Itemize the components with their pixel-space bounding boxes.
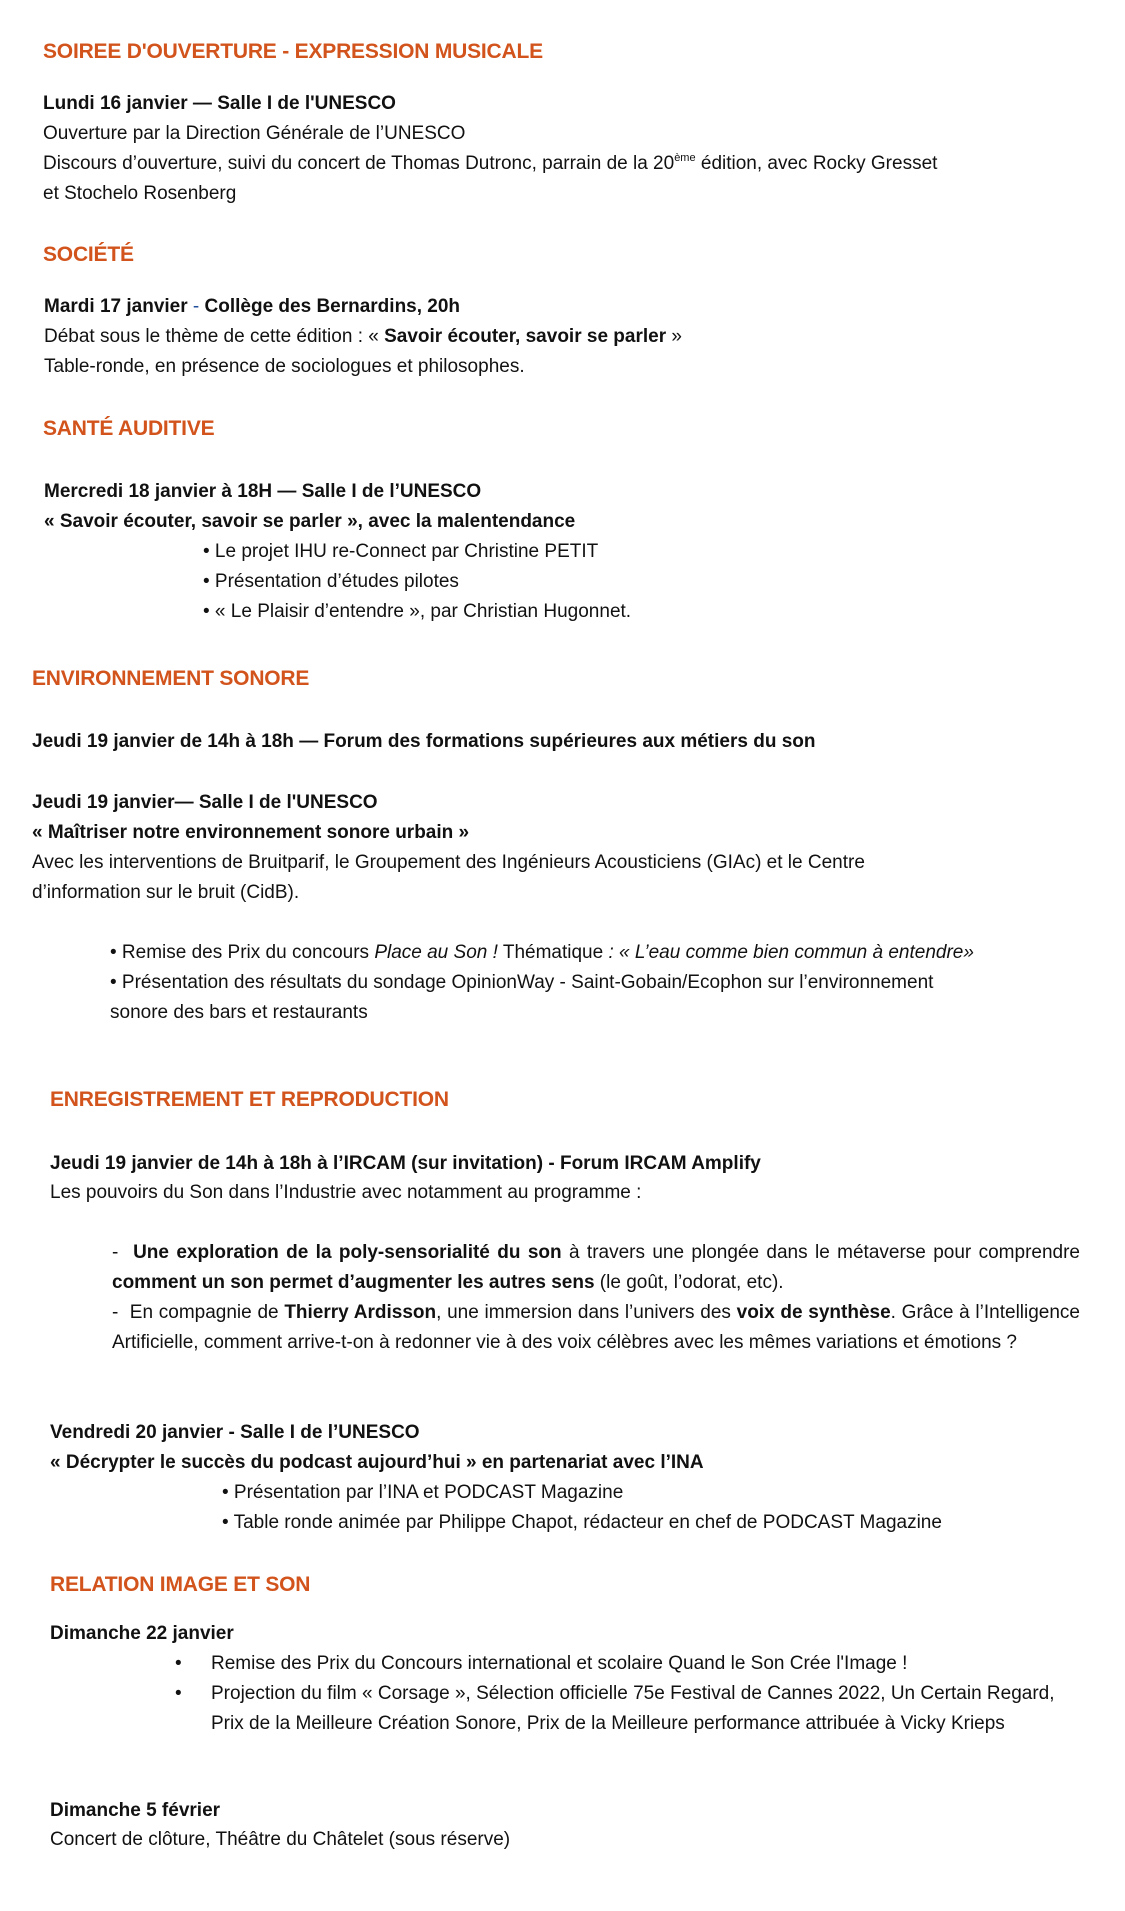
dash-bullet: - bbox=[112, 1302, 130, 1323]
event-date-place: Mercredi 18 janvier à 18H — Salle I de l’UNESCO bbox=[44, 481, 482, 502]
text: (le goût, l’odorat, etc). bbox=[594, 1272, 784, 1293]
bullet-item bbox=[110, 938, 974, 968]
program-item bbox=[112, 1298, 1080, 1358]
event-subtitle: « Décrypter le succès du podcast aujourd’hui » en partenariat avec l’INA bbox=[50, 1452, 704, 1473]
debat-prefix: Débat sous le thème de cette édition : « bbox=[44, 326, 385, 347]
event-date-place: Jeudi 19 janvier de 14h à 18h à l’IRCAM (sur invitation) - Forum IRCAM Amplify bbox=[50, 1153, 761, 1174]
event-date-place bbox=[44, 292, 460, 322]
bullet-item-cont: sonore des bars et restaurants bbox=[110, 1002, 368, 1023]
bold-text: voix de synthèse bbox=[736, 1302, 891, 1323]
contest-theme: : « L’eau comme bien commun à entendre» bbox=[608, 942, 974, 963]
bullet-item: • Table ronde animée par Philippe Chapot, rédacteur en chef de PODCAST Magazine bbox=[222, 1512, 942, 1533]
event-discours-line-2: et Stochelo Rosenberg bbox=[43, 183, 237, 204]
event-date-place: Jeudi 19 janvier de 14h à 18h — Forum des formations supérieures aux métiers du son bbox=[32, 731, 816, 752]
event-date-place: Jeudi 19 janvier— Salle I de l'UNESCO bbox=[32, 792, 378, 813]
superscript-eme: ème bbox=[674, 152, 696, 164]
bold-text: comment un son permet d’augmenter les autres sens bbox=[112, 1272, 595, 1293]
bullet-icon: • bbox=[175, 1653, 182, 1674]
event-date: Dimanche 22 janvier bbox=[50, 1623, 234, 1644]
discours-text-cont: édition, avec Rocky Gresset bbox=[695, 153, 938, 174]
bold-text: Thierry Ardisson bbox=[284, 1302, 437, 1323]
bullet-item: • Le projet IHU re-Connect par Christine PETIT bbox=[203, 541, 599, 562]
bullet-item: • « Le Plaisir d’entendre », par Christian Hugonnet. bbox=[203, 601, 632, 622]
section-title-sante: SANTÉ AUDITIVE bbox=[43, 417, 215, 440]
bullet-item: • Présentation d’études pilotes bbox=[203, 571, 459, 592]
section-title-relation: RELATION IMAGE ET SON bbox=[50, 1573, 311, 1596]
bold-text: Une exploration de la poly-sensorialité du son bbox=[133, 1242, 562, 1263]
bullet-item: • Présentation des résultats du sondage OpinionWay - Saint-Gobain/Ecophon sur l’environnement bbox=[110, 972, 934, 993]
event-line: Concert de clôture, Théâtre du Châtelet (sous réserve) bbox=[50, 1829, 511, 1850]
debat-line bbox=[44, 322, 682, 352]
event-date-place: Lundi 16 janvier — Salle I de l'UNESCO bbox=[43, 93, 396, 114]
event-discours-line bbox=[43, 149, 937, 179]
event-date-place: Vendredi 20 janvier - Salle I de l’UNESCO bbox=[50, 1422, 420, 1443]
date-separator: - bbox=[187, 296, 205, 317]
event-date: Mardi 17 janvier bbox=[44, 296, 188, 317]
bullet-item: Projection du film « Corsage », Sélection officielle 75e Festival de Cannes 2022, Un Certain Regard, Prix de la Meilleure Création Sonore, Prix de la Meilleure performance attribuée à Vicky Krieps bbox=[211, 1683, 1055, 1734]
section-title-ouverture: SOIREE D'OUVERTURE - EXPRESSION MUSICALE bbox=[43, 40, 543, 63]
text: . Grâce à l’Intelligence Artificielle, comment arrive-t-on à redonner vie à des voix célèbres avec les mêmes variations et émotions ? bbox=[112, 1302, 1080, 1353]
bullet-item: Remise des Prix du Concours international et scolaire Quand le Son Crée l'Image ! bbox=[211, 1653, 908, 1674]
event-line: Table-ronde, en présence de sociologues et philosophes. bbox=[44, 356, 525, 377]
section-title-environnement: ENVIRONNEMENT SONORE bbox=[32, 667, 310, 690]
dash-bullet: - bbox=[112, 1242, 134, 1263]
contest-name: Place au Son ! bbox=[374, 942, 498, 963]
discours-text: Discours d’ouverture, suivi du concert de Thomas Dutronc, parrain de la 20 bbox=[43, 153, 675, 174]
bullet-icon: • bbox=[175, 1683, 182, 1704]
program-item bbox=[112, 1238, 1080, 1298]
event-place: Collège des Bernardins, 20h bbox=[204, 296, 461, 317]
event-line: Ouverture par la Direction Générale de l’UNESCO bbox=[43, 123, 466, 144]
debat-theme: Savoir écouter, savoir se parler bbox=[384, 326, 667, 347]
section-title-societe: SOCIÉTÉ bbox=[43, 243, 134, 266]
debat-suffix: » bbox=[666, 326, 682, 347]
bullet-text: Thématique bbox=[497, 942, 609, 963]
event-intro: Les pouvoirs du Son dans l’Industrie avec notamment au programme : bbox=[50, 1182, 642, 1203]
event-subtitle: « Maîtriser notre environnement sonore urbain » bbox=[32, 822, 470, 843]
text: En compagnie de bbox=[129, 1302, 285, 1323]
text: à travers une plongée dans le métaverse pour comprendre bbox=[561, 1242, 1081, 1263]
bullet-text: • Remise des Prix du concours bbox=[110, 942, 375, 963]
text: , une immersion dans l’univers des bbox=[436, 1302, 737, 1323]
event-description: Avec les interventions de Bruitparif, le Groupement des Ingénieurs Acousticiens (GIAc) et le Centre bbox=[32, 852, 865, 873]
event-description-cont: d’information sur le bruit (CidB). bbox=[32, 882, 300, 903]
event-subtitle: « Savoir écouter, savoir se parler », avec la malentendance bbox=[44, 511, 576, 532]
section-title-enregistrement: ENREGISTREMENT ET REPRODUCTION bbox=[50, 1088, 449, 1111]
event-date: Dimanche 5 février bbox=[50, 1800, 221, 1821]
bullet-item: • Présentation par l’INA et PODCAST Magazine bbox=[222, 1482, 624, 1503]
